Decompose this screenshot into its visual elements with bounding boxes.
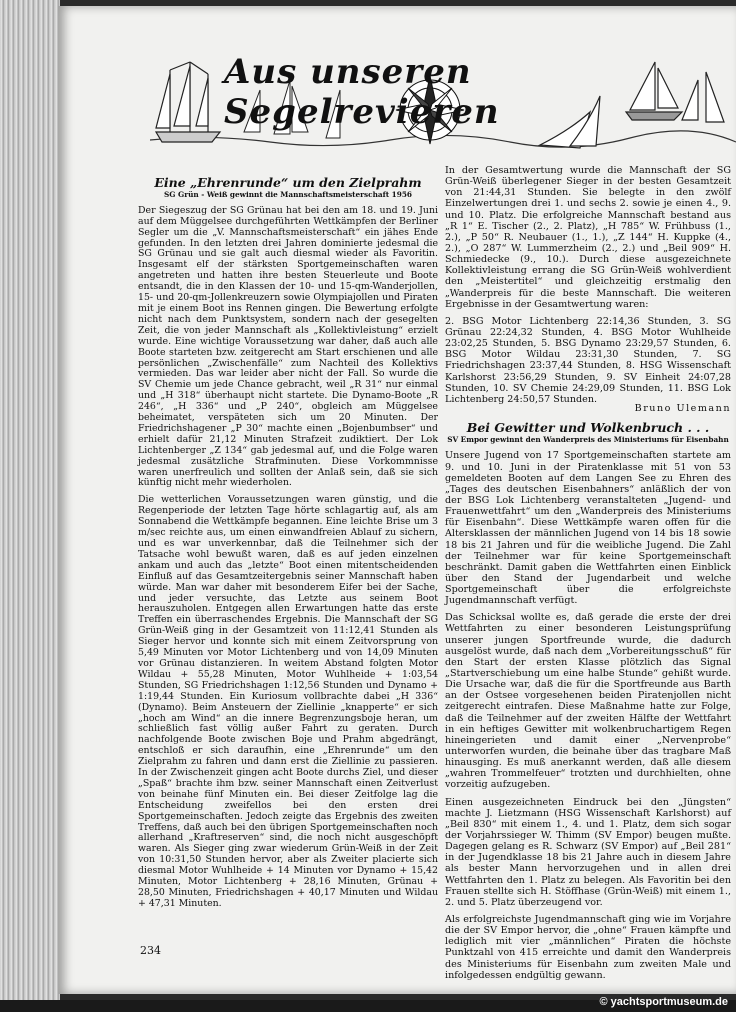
page-number: 234 xyxy=(140,944,161,957)
right-column xyxy=(445,165,731,987)
author-signature: Bruno Ulemann xyxy=(634,402,731,414)
book-page-edges xyxy=(0,0,60,1012)
article1-title: Eine „Ehrenrunde“ um den Zielprahm xyxy=(154,175,422,190)
article1-paragraph: Der Siegeszug der SG Grünau hat bei den am 18. und 19. Juni auf dem Müggelsee durchgeführten Wettkämpfen der Berliner Segler um die „V. Mannschaftsmeisterschaft“ ein jähes Ende gefunden. In den letzten drei Jahren dominierte jedesmal die SG Grünau und sie galt auch diesmal wieder als Favoritin. Insgesamt elf der stärksten Sportgemeinschaften waren angetreten und hatten ihre besten Steuerleute und Boote entsandt, die in den Klassen der 10- und 15-qm-Wanderjollen, 15- und 20-qm-Jollenkreuzern sowie Olympiajollen und Piraten mit je einem Boot ins Rennen gingen. Die Bewertung erfolgte nicht nach dem Punktsystem, sondern nach der gesegelten Zeit, die von jeder Mannschaft als „Kollektivleistung“ erzielt wurde. Eine wichtige Voraussetzung war daher, daß auch alle Boote starteten bzw. zeitgerecht am Start erschienen und alle persönlichen „Zwischenfälle“ zum Nachteil des Kollektivs vermieden. Das war leider aber nicht der Fall. So wurde die SV Chemie um jede Chance gebracht, weil „R 31“ nur einmal und „H 318“ überhaupt nicht startete. Die Dynamo-Boote „R 246“, „H 336“ und „P 240“, obgleich am Müggelsee beheimatet, verspäteten sich um 20 Minuten. Der Friedrichshagener „P 30“ machte einen „Bojenbumbser“ und erhielt dafür 21,12 Minuten Strafzeit zudiktiert. Der Lok Lichtenberger „Z 134“ gab jedesmal auf, und die Folge waren jedesmal zusätzliche Strafminuten. Diese Vorkommnisse waren unerfreulich und sollten der Anlaß sein, daß sie sich künftig nicht mehr wiederholen. xyxy=(138,204,438,489)
article2-paragraph: Das Schicksal wollte es, daß gerade die erste der drei Wettfahrten zu einer besonderen Leistungsprüfung unserer jungen Sportfreunde wurde, die dadurch ausgelöst wurde, daß nach dem „Vorbereitungsschuß“ für den Start der ersten Klasse plötzlich das Signal „Startverschiebung um eine halbe Stunde“ gehißt wurde. Die Ursache war, daß die für die Sportfreunde aus Barth an der Ostsee vorgesehenen beiden Piratenjollen nicht zeitgerecht eintrafen. Diese Maßnahme hatte zur Folge, daß die Teilnehmer auf der zweiten Hälfte der Wettfahrt in ein heftiges Gewitter mit wolkenbruchartigem Regen hineingerieten und damit einer „Nervenprobe“ unterworfen wurden, die beinahe über das tragbare Maß hinausging. Es muß anerkannt werden, daß alle diesem „wahren Trommelfeuer“ trotzten und durchhielten, ohne vorzeitig aufzugeben. xyxy=(445,612,731,791)
watermark-credit: © yachtsportmuseum.de xyxy=(599,996,728,1008)
article1-paragraph: Die wetterlichen Voraussetzungen waren günstig, und die Regenperiode der letzten Tage hörte schlagartig auf, als am Sonnabend die Wettkämpfe begannen. Eine leichte Brise um 3 m/sec reichte aus, um einen einwandfreien Ablauf zu sichern, und es war unverkennbar, daß die Teilnehmer sich der Tatsache wohl bewußt waren, daß es auf jeden einzelnen ankam und auch das „letzte“ Boot einen mitentscheidenden Einfluß auf das Gesamtzeitergebnis seiner Mannschaft haben würde. Man war daher mit besonderem Eifer bei der Sache, und jeder versuchte, das Letzte aus seinem Boot herauszuholen. Entgegen allen Erwartungen hatte das erste Treffen ein überraschendes Ergebnis. Die Mannschaft der SG Grün-Weiß ging in der Gesamtzeit von 11:12,41 Stunden als Sieger hervor und konnte sich mit einem Zeitvorsprung von 5,49 Minuten vor Motor Lichtenberg und von 14,09 Minuten vor Grünau distanzieren. In weitem Abstand folgten Motor Wildau + 55,28 Minuten, Motor Wuhlheide + 1:03,54 Stunden, SG Friedrichshagen 1:12,56 Stunden und Dynamo + 1:19,44 Stunden. Ein Kuriosum vollbrachte dabei „H 336“ (Dynamo). Beim Ansteuern der Ziellinie „knapperte“ er sich „hoch am Wind“ an die innere Begrenzungsboje heran, um schließlich fast völlig außer Fahrt zu geraten. Durch nachfolgende Boote zwischen Boje und Prahm abgedrängt, entschloß er sich daraufhin, eine „Ehrenrunde“ um den Zielprahm zu fahren und dann erst die Ziellinie zu passieren. In der Zwischenzeit gingen acht Boote durchs Ziel, und dieser „Spaß“ brachte ihm bzw. seiner Mannschaft einen Zeitverlust von beinahe fünf Minuten ein. Bei dieser Zeitfolge lag die Entscheidung zweifellos bei den ersten drei Sportgemeinschaften. Jedoch zeigte das Ergebnis des zweiten Treffens, daß auch bei den übrigen Sportgemeinschaften noch allerhand „Kraftreserven“ sind, die noch nicht ausgeschöpft waren. Als Sieger ging zwar wiederum Grün-Weiß in der Zeit von 10:31,50 Stunden hervor, aber als Zweiter placierte sich diesmal Motor Wuhlheide + 14 Minuten vor Dynamo + 15,42 Minuten, Motor Lichtenberg + 28,16 Minuten, Grünau + 28,50 Minuten, Friedrichshagen + 40,17 Minuten und Wildau + 47,31 Minuten. xyxy=(138,494,438,909)
article2-paragraph: Einen ausgezeichneten Eindruck bei den „Jüngsten“ machte J. Lietzmann (HSG Wissenschaft Karlshorst) auf „Beil 830“ mit einem 1., 4. und 1. Platz, dem sich sogar der Vorjahrssieger W. Thimm (SV Empor) beugen mußte. Dagegen gelang es R. Schwarz (SV Empor) auf „Beil 281“ in der Jugendklasse 18 bis 21 Jahre auch in diesem Jahre als bester Mann hervorzugehen und in allen drei Wettfahrten den 1. Platz zu belegen. Als Favoritin bei den Frauen stellte sich H. Stöffhase (Grün-Weiß) mit einem 1., 2. und 5. Platz überzeugend vor. xyxy=(445,796,731,908)
article2-subtitle: SV Empor gewinnt den Wanderpreis des Ministeriums für Eisenbahn xyxy=(447,435,729,445)
article2-paragraph: Als erfolgreichste Jugendmannschaft ging wie im Vorjahre die der SV Empor hervor, die „ohne“ Frauen kämpfte und lediglich mit vier „männlichen“ Piraten die höchste Punktzahl von 415 erreichte und damit den Wanderpreis des Ministeriums für Eisenbahn zum zweiten Male und infolgedessen endgültig gewann. xyxy=(445,914,731,981)
article1-subtitle: SG Grün - Weiß gewinnt die Mannschaftsmeisterschaft 1956 xyxy=(164,189,412,199)
article2-paragraph: Unsere Jugend von 17 Sportgemeinschaften startete am 9. und 10. Juni in der Piratenklasse mit 51 von 53 gemeldeten Booten auf dem Langen See zu Ehren des „Tages des deutschen Eisenbahners“ anläßlich der von der BSG Lok Lichtenberg veranstalteten „Jugend- und Frauenwettfahrt“ um den „Wanderpreis des Ministeriums für Eisenbahn“. Diese Wettkämpfe waren offen für die Altersklassen der männlichen Jugend von 14 bis 18 sowie 18 bis 21 Jahren und für die weibliche Jugend. Die Zahl der Teilnehmer war für keine Sportgemeinschaft beschränkt. Damit gaben die Wettfahrten einen Einblick über den Stand der Jugendarbeit und welche Sportgemeinschaft über die erfolgreichste Jugendmannschaft verfügt. xyxy=(445,450,731,607)
left-column xyxy=(138,175,438,916)
results-list: 2. BSG Motor Lichtenberg 22:14,36 Stunden, 3. SG Grünau 22:24,32 Stunden, 4. BSG Motor Wuhlheide 23:02,25 Stunden, 5. BSG Dynamo 23:29,57 Stunden, 6. BSG Motor Wildau 23:31,30 Stunden, 7. SG Friedrichshagen 23:37,44 Stunden, 8. HSG Wissenschaft Karlshorst 23:56,29 Stunden, 9. SV Einheit 24:07,28 Stunden, 10. SV Chemie 24:29,09 Stunden, 11. BSG Lok Lichtenberg 24:50,57 Stunden. xyxy=(445,315,731,405)
results-paragraph: In der Gesamtwertung wurde die Mannschaft der SG Grün-Weiß überlegener Sieger in der besten Gesamtzeit von 21:44,31 Stunden. Sie belegte in den zwölf Einzelwertungen drei 1. und sechs 2. sowie je einen 4., 9. und 10. Platz. Die erfolgreiche Mannschaft bestand aus „R 1“ E. Tischer (2., 2. Platz), „H 785“ W. Frühbuss (1., 2.), „P 50“ R. Neubauer (1., 1.), „Z 144“ H. Kuppke (4., 2.), „O 287“ W. Lummerzheim (2., 2.) und „Beil 909“ H. Schmiedecke (9., 10.). Durch diese ausgezeichnete Kollektivleistung errang die SG Grün-Weiß wohlverdient den „Meistertitel“ und gleichzeitig erstmalig den „Wanderpreis für die beste Mannschaft. Die weiteren Ergebnisse in der Gesamtwertung waren: xyxy=(445,165,731,310)
banner-title: Aus unseren Segelrevieren xyxy=(224,52,500,132)
article2-title: Bei Gewitter und Wolkenbruch . . . xyxy=(466,420,710,436)
